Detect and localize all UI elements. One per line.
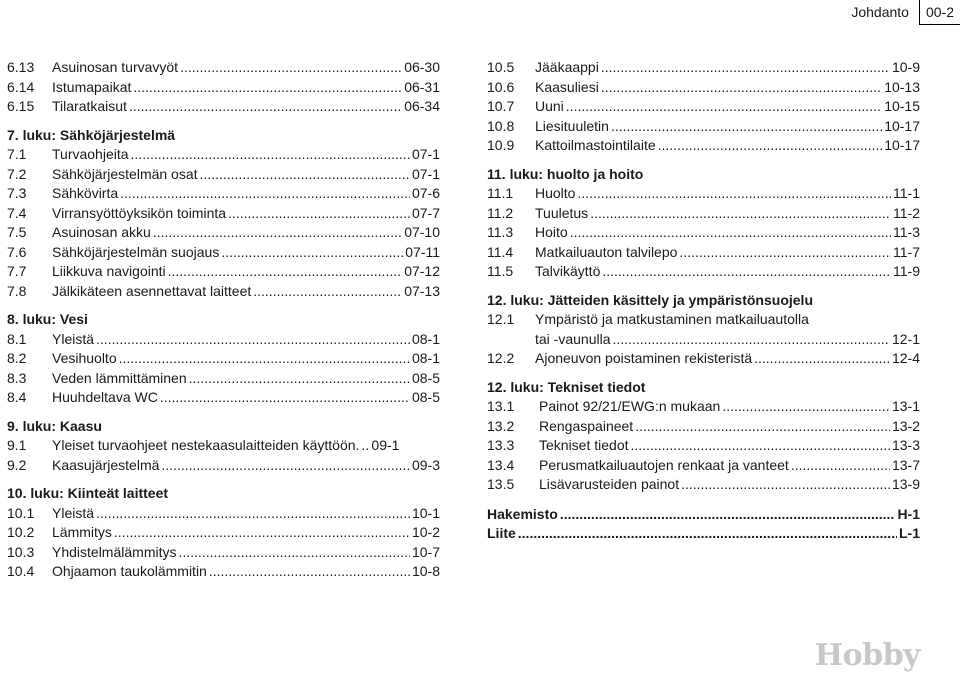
toc-entry[interactable]: 9.1 Yleiset turvaohjeet nestekaasulaitteiden käyttöön. ..... 09-1: [7, 436, 440, 456]
toc-entry[interactable]: 10.3 Yhdistelmälämmitys ..... 10-7: [7, 543, 440, 563]
toc-section-index: [487, 505, 920, 544]
toc-entry[interactable]: 6.13 Asuinosan turvavyöt ..... 06-30: [7, 58, 440, 78]
toc-section-7: [7, 126, 440, 302]
toc-entry[interactable]: 7.3 Sähkövirta ..... 07-6: [7, 184, 440, 204]
toc-entry[interactable]: 7.1 Turvaohjeita ..... 07-1: [7, 145, 440, 165]
toc-entry[interactable]: 7.5 Asuinosan akku ..... 07-10: [7, 223, 440, 243]
toc-entry[interactable]: 13.5 Lisävarusteiden painot ..... 13-9: [487, 475, 920, 495]
toc-section-8: [7, 310, 440, 408]
toc-section-10-cont: [487, 58, 920, 156]
toc-entry[interactable]: 11.5 Talvikäyttö ..... 11-9: [487, 262, 920, 282]
hobby-logo: Hobby: [814, 638, 920, 673]
toc-entry[interactable]: 10.4 Ohjaamon taukolämmitin ..... 10-8: [7, 562, 440, 582]
chapter-heading: 8. luku: Vesi: [7, 311, 88, 327]
page-number: 00-2: [919, 0, 960, 25]
chapter-heading: 11. luku: huolto ja hoito: [487, 165, 644, 182]
toc-entry[interactable]: 8.1 Yleistä ..... 08-1: [7, 330, 440, 350]
toc-entry[interactable]: 10.7 Uuni ..... 10-15: [487, 97, 920, 117]
toc-entry-index[interactable]: Hakemisto ..... H-1: [487, 505, 920, 525]
toc-entry[interactable]: 6.15 Tilaratkaisut ..... 06-34: [7, 97, 440, 117]
chapter-heading: 7. luku: Sähköjärjestelmä: [7, 126, 176, 143]
toc-entry[interactable]: 12.2 Ajoneuvon poistaminen rekisteristä ..... 12-4: [487, 349, 920, 369]
toc-entry[interactable]: 11.2 Tuuletus ..... 11-2: [487, 204, 920, 224]
toc-entry[interactable]: 10.5 Jääkaappi ..... 10-9: [487, 58, 920, 78]
toc-right-column: [487, 58, 920, 553]
chapter-heading: 10. luku: Kiinteät laitteet: [7, 485, 169, 501]
toc-entry[interactable]: 11.4 Matkailuauton talvilepo ..... 11-7: [487, 243, 920, 263]
toc-section-11: [487, 165, 920, 282]
toc-left-column: [7, 58, 440, 591]
toc-entry[interactable]: 10.9 Kattoilmastointilaite ..... 10-17: [487, 136, 920, 156]
chapter-name: Johdanto: [851, 4, 909, 20]
toc-section-6-cont: [7, 58, 440, 117]
toc-entry[interactable]: 7.6 Sähköjärjestelmän suojaus ..... 07-11: [7, 243, 440, 263]
toc-entry[interactable]: 10.2 Lämmitys ..... 10-2: [7, 523, 440, 543]
toc-section-12-waste: [487, 291, 920, 369]
toc-section-10: [7, 484, 440, 582]
toc-entry[interactable]: 10.1 Yleistä ..... 10-1: [7, 504, 440, 524]
toc-entry[interactable]: 10.6 Kaasuliesi ..... 10-13: [487, 78, 920, 98]
toc-entry[interactable]: 7.4 Virransyöttöyksikön toiminta ..... 07-7: [7, 204, 440, 224]
toc-entry[interactable]: 8.2 Vesihuolto ..... 08-1: [7, 349, 440, 369]
toc-entry[interactable]: 8.4 Huuhdeltava WC ..... 08-5: [7, 388, 440, 408]
toc-entry-appendix[interactable]: Liite ..... L-1: [487, 524, 920, 544]
toc-entry[interactable]: 7.2 Sähköjärjestelmän osat ..... 07-1: [7, 165, 440, 185]
chapter-heading: 12. luku: Tekniset tiedot: [487, 378, 646, 395]
toc-entry[interactable]: 7.8 Jälkikäteen asennettavat laitteet ..... 07-13: [7, 282, 440, 302]
toc-entry-line2[interactable]: tai -vaunulla ..... 12-1: [487, 330, 920, 350]
page-header: [841, 0, 960, 24]
toc-entry[interactable]: 13.4 Perusmatkailuautojen renkaat ja vanteet ..... 13-7: [487, 456, 920, 476]
toc-entry[interactable]: 13.3 Tekniset tiedot ..... 13-3: [487, 436, 920, 456]
toc-entry[interactable]: 9.2 Kaasujärjestelmä ..... 09-3: [7, 456, 440, 476]
toc-entry[interactable]: 11.1 Huolto ..... 11-1: [487, 184, 920, 204]
toc-entry[interactable]: 13.2 Rengaspaineet ..... 13-2: [487, 417, 920, 437]
toc-entry[interactable]: 10.8 Liesituuletin ..... 10-17: [487, 117, 920, 137]
toc-entry-line1[interactable]: 12.1 Ympäristö ja matkustaminen matkailuautolla: [487, 311, 809, 327]
toc-entry[interactable]: 6.14 Istumapaikat ..... 06-31: [7, 78, 440, 98]
toc-entry[interactable]: 8.3 Veden lämmittäminen ..... 08-5: [7, 369, 440, 389]
chapter-heading: 9. luku: Kaasu: [7, 417, 102, 434]
toc-section-13: [487, 378, 920, 495]
toc-entry[interactable]: 13.1 Painot 92/21/EWG:n mukaan ..... 13-1: [487, 397, 920, 417]
toc-entry[interactable]: 11.3 Hoito ..... 11-3: [487, 223, 920, 243]
toc-entry[interactable]: 7.7 Liikkuva navigointi ..... 07-12: [7, 262, 440, 282]
chapter-heading: 12. luku: Jätteiden käsittely ja ympäristönsuojelu: [487, 291, 813, 308]
toc-section-9: [7, 417, 440, 476]
